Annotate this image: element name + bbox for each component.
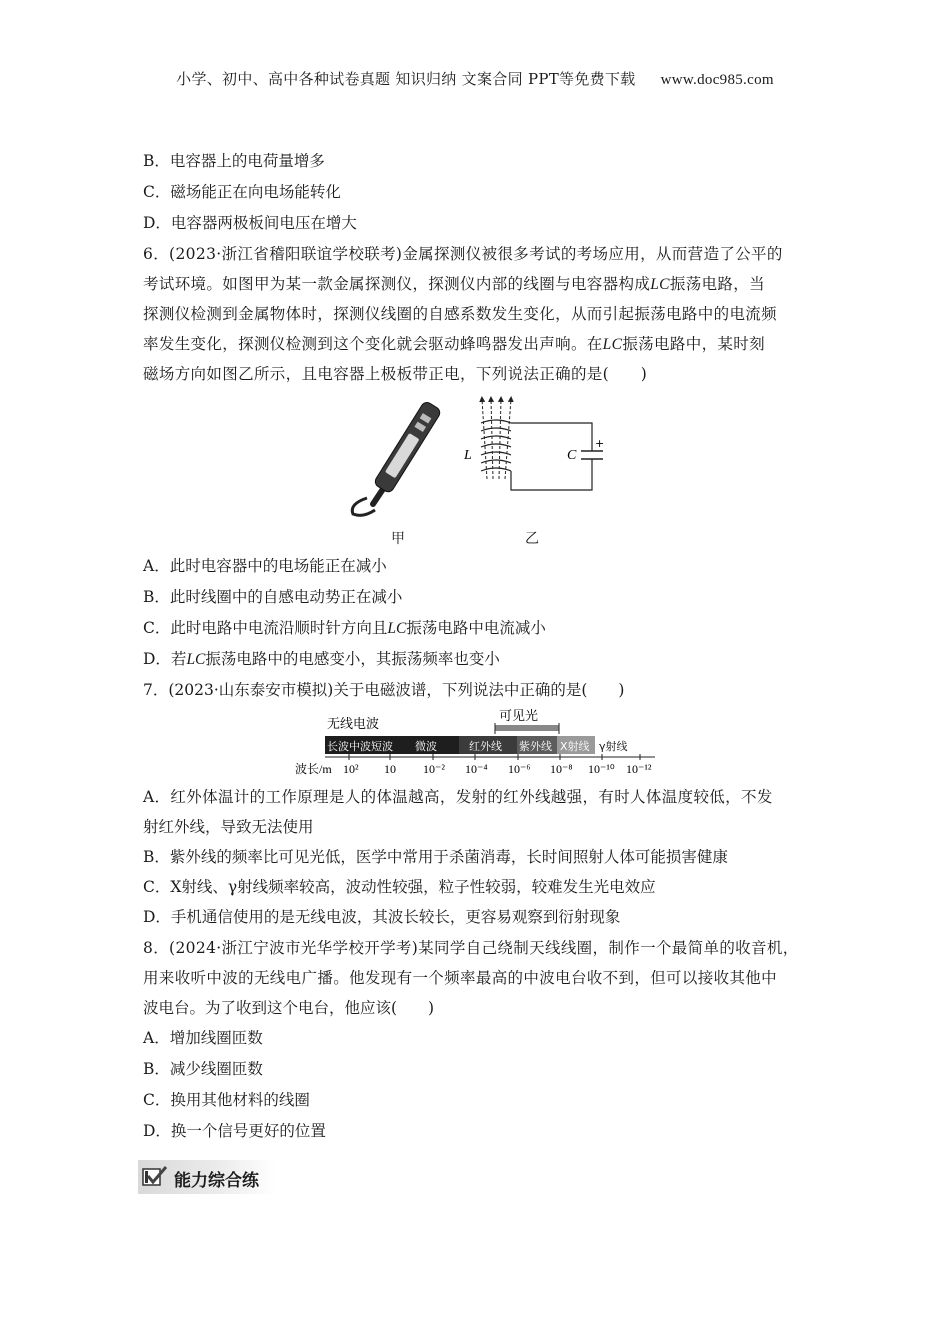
q6-option-b: B．此时线圈中的自感电动势正在减小: [143, 588, 403, 606]
q8-option-d: D．换一个信号更好的位置: [143, 1122, 326, 1140]
q7-option-a-line-2: 射红外线，导致无法使用: [143, 818, 314, 836]
axis-label: 波长/m: [295, 762, 332, 776]
visible-light-label: 可见光: [499, 709, 539, 724]
band-label-xray: X射线: [560, 740, 590, 753]
header-site: www.doc985.com: [660, 72, 774, 88]
q8-stem-line-1: 8．(2024·浙江宁波市光华学校开学考)某同学自己绕制天线线圈，制作一个最简单的收音机，: [143, 939, 799, 957]
inductor-label: L: [464, 448, 472, 463]
band-label-ultraviolet: 紫外线: [519, 740, 552, 753]
tick-0: 10²: [343, 762, 359, 776]
metal-detector-figure: [345, 400, 450, 520]
q6-stem-line-3: 探测仪检测到金属物体时，探测仪线圈的自感系数发生变化，从而引起振荡电路中的电流频: [143, 305, 778, 323]
lc-circuit-figure: [455, 395, 615, 500]
tick-2: 10⁻²: [423, 762, 445, 776]
em-spectrum-figure: [293, 706, 663, 776]
figure-a-caption: 甲: [391, 531, 405, 547]
band-label-infrared: 红外线: [469, 740, 502, 753]
figure-b-caption: 乙: [525, 531, 539, 547]
q6-option-a: A．此时电容器中的电场能正在减小: [143, 557, 387, 575]
q6-stem-line-4: 率发生变化，探测仪检测到这个变化就会驱动蜂鸣器发出声响。在LC振荡电路中，某时刻: [143, 335, 765, 353]
tick-3: 10⁻⁴: [465, 762, 488, 776]
tick-5: 10⁻⁸: [550, 762, 573, 776]
header-text: 小学、初中、高中各种试卷真题 知识归纳 文案合同 PPT等免费下载: [176, 70, 636, 88]
checkmark-icon: [142, 1166, 168, 1188]
q7-stem: 7．(2023·山东泰安市模拟)关于电磁波谱，下列说法中正确的是( ): [143, 681, 625, 699]
tick-7: 10⁻¹²: [626, 762, 652, 776]
q7-option-b: B．紫外线的频率比可见光低，医学中常用于杀菌消毒，长时间照射人体可能损害健康: [143, 848, 728, 866]
section-title: 能力综合练: [174, 1171, 259, 1191]
band-label-radio: 长波中波短波: [327, 740, 393, 753]
band-label-microwave: 微波: [415, 740, 437, 753]
q6-stem-line-2: 考试环境。如图甲为某一款金属探测仪，探测仪内部的线圈与电容器构成LC振荡电路，当: [143, 275, 765, 293]
plus-sign: +: [595, 437, 605, 450]
section-title-banner: [138, 1160, 276, 1194]
capacitor-label: C: [567, 448, 577, 463]
q8-option-a: A．增加线圈匝数: [143, 1029, 263, 1047]
q7-option-c: C．X射线、γ射线频率较高，波动性较强，粒子性较弱，较难发生光电效应: [143, 878, 656, 896]
q7-option-d: D．手机通信使用的是无线电波，其波长较长，更容易观察到衍射现象: [143, 908, 621, 926]
band-label-gamma: γ射线: [599, 740, 628, 753]
q6-stem-line-1: 6．(2023·浙江省稽阳联谊学校联考)金属探测仪被很多考试的考场应用，从而营造了公平的: [143, 245, 783, 263]
q7-option-a-line-1: A．红外体温计的工作原理是人的体温越高，发射的红外线越强，有时人体温度较低，不发: [143, 788, 773, 806]
q5-option-d: D．电容器两极板间电压在增大: [143, 214, 357, 232]
page-header: [0, 68, 950, 89]
q6-option-c: C．此时电路中电流沿顺时针方向且LC振荡电路中电流减小: [143, 619, 546, 637]
q8-option-c: C．换用其他材料的线圈: [143, 1091, 310, 1109]
q8-stem-line-3: 波电台。为了收到这个电台，他应该( ): [143, 999, 435, 1017]
radio-wave-label: 无线电波: [327, 717, 380, 732]
q5-option-b: B．电容器上的电荷量增多: [143, 152, 325, 170]
tick-1: 10: [384, 762, 396, 776]
q6-option-d: D．若LC振荡电路中的电感变小，其振荡频率也变小: [143, 650, 500, 668]
q8-stem-line-2: 用来收听中波的无线电广播。他发现有一个频率最高的中波电台收不到，但可以接收其他中: [143, 969, 778, 987]
q6-stem-line-5: 磁场方向如图乙所示，且电容器上极板带正电，下列说法正确的是( ): [143, 365, 648, 383]
q5-option-c: C．磁场能正在向电场能转化: [143, 183, 341, 201]
tick-6: 10⁻¹⁰: [588, 762, 615, 776]
tick-4: 10⁻⁶: [508, 762, 531, 776]
q8-option-b: B．减少线圈匝数: [143, 1060, 263, 1078]
